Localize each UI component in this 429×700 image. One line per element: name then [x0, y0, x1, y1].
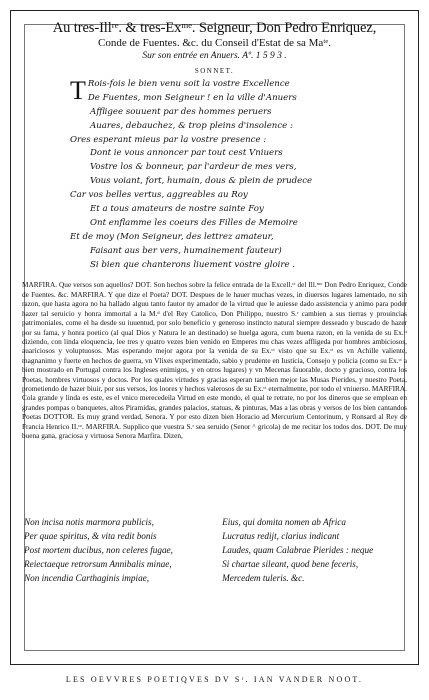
sonnet-line: Si bien que chanterons liuement vostre gloire . [90, 259, 296, 270]
latin-line: Lucratus redijt, clarius indicant [222, 531, 340, 542]
latin-line: Laudes, quam Calabrae Pierides : neque [222, 545, 374, 556]
page-content [22, 20, 407, 585]
running-footer: LES OEVVRES POETIQVES DV Sʳ. IAN VANDER NOOT. [65, 675, 364, 684]
sonnet-line: Car vos belles vertus, aggreables au Roy [70, 190, 248, 201]
sonnet-line: Vous voiant, fort, humain, dous & plein de prudece [90, 176, 313, 187]
dialogue-paragraph: MARFIRA. Que versos son aquellos? DOT. Son hechos sobre la felice entrada de la Excell.ᶜᵗ del Ill.ᵐᵒ Don Pedro Enriquez, Conde de Fuentes. &c. MARFIRA. Y que dize el Poeta? DOT. Despues de le hauer muchas vezes, in diuersos lugares lamentado, no sin razon, que hasta agora no ha hallado alguu tanto fautor ny amador de la virtud que le auiesse dado assistencia y animo para poder hazer tal seruicio y honra immortal a la M.ᵈ d'el Rey Catolico, Don Philippo, nuestro S.ʳ cambien a sus tierras y prouincias patrimoniales, come el ha desde su iuuentud, por solo beneficio y generoso instincto natural siempre desseado y buscado de hazer por su fama, y honra poetico (al qual Dios y Natura le an destinado) se huelga agora, cum buena razon, en la venida de su Ex.ᶜᵗ diziendo, con linda eloquencia, lee tres y quatro vezes bien venido en Emperes mu chas vezes affligeda por hombres ambiciosos, auariciosos y voluptuosos. Mas esperando mejor agora por la venida de su Ex.ᶜᵗ visto que su Ex.ᶜᵗ es vn Achille valiente, magnanimo y fuerte en hechos de guerra, vn Vlixes experimentado, sabio y prudente en Iusticia, Consejo y policia (como su Ex.ᶜᵗ a bien mostrado en Portugal contra los Ingleses enimigos, y en otros lugares) y vn Mecenas fauorable, docto y gracioso, contra los Poetas, hombres virtuosos y doctos. Por los quales virtudes y gracias esperan tambien mejor las Musas Pierides, y nuestro Poeta, prometiendo de hazer biuir, por sus versos, los loores y hechos valerosos de su Ex.ᶜᵗ eternalmente, por todo el vniuerso. MARFIRA. Cola grande y linda es este, es el vnico merecedeila Virtud en este mondo, el qual te retrate, no por los dineros que se emplean en grandes pompas o banquetes, altos Piramidas, grandes palacios, statuas, & pinturas, Mas a las obras y versos de los bien cantandos Poetas DOTTOR. Es muy grand verdad, Senora. Y por esto dizen bien Horacio ad Mercurium Centorinum, y Ronsard al Rey de Francia Henrico II.ᶜᵒ. MARFIRA. Supplico que vuestra S.ʳ sea seruido (Senor ^ gricola) de me recitar los todos dos. DOT. De muy buena gana, graciosa y virtuosa Senora Marfira. Dizen, [22, 280, 407, 440]
dedication-dateline: Sur son entrée en Anuers. Aº. 1 5 9 3 . [142, 51, 287, 61]
latin-verses [22, 516, 407, 585]
sonnet-line: Ont enflamme les coeurs des Filles de Memoire [90, 217, 298, 228]
sonnet-line: Et a tous amateurs de nostre sainte Foy [90, 204, 264, 215]
latin-column-right [222, 516, 405, 585]
latin-line: Si chartae sileant, quod bene feceris, [222, 558, 359, 569]
sonnet-line: De Fuentes, mon Seigneur ! en la ville d'Anuers [87, 92, 297, 103]
latin-line: Mercedem tuleris. &c. [222, 572, 305, 583]
latin-line: Non incisa notis marmora publicis, [24, 517, 154, 528]
sonnet-line: Vostre los & bonneur, par l'ardeur de mes vers, [90, 162, 297, 173]
sonnet-line: Et de moy (Mon Seigneur, des lettrez amateur, [70, 231, 274, 242]
dedication-subtitle: Conde de Fuentes. &c. du Conseil d'Estat de sa Maᵗᵉ. [98, 37, 331, 49]
latin-line: Non incendia Carthaginis impiae, [24, 572, 150, 583]
sonnet-line: Rois-fois le bien venu soit la vostre Excellence [87, 79, 290, 89]
sonnet-line: Auares, debauchez, & trop pleins d'insolence : [90, 120, 293, 131]
dialogue-prose [22, 280, 407, 510]
dedication-title: Au tres-Illʳᵉ. & tres-Exᵐᵉ. Seigneur, Don Pedro Enriquez, [52, 20, 377, 36]
sonnet [22, 78, 407, 272]
sonnet-line: Affligee souuent par des hommes peruers [90, 106, 272, 117]
sonnet-label: SONNET. [194, 67, 235, 75]
sonnet-line: Faisant aus ber vers, humainement fauteur) [90, 245, 282, 256]
latin-line: Per quae spiritus, & vita redit bonis [24, 531, 157, 542]
drop-cap: T [70, 76, 86, 105]
sonnet-line: Ores esperant mieus par la vostre presence : [70, 134, 267, 145]
latin-line: Reiectaeque retrorsum Annibalis minae, [24, 558, 172, 569]
latin-line: Post mortem ducibus, non celeres fugae, [24, 545, 173, 556]
latin-line: Eius, qui domita nomen ab Africa [222, 517, 346, 528]
latin-column-left [24, 516, 207, 585]
sonnet-line: Dont ie vous annoncer par tout cest Vniuers [90, 148, 283, 159]
